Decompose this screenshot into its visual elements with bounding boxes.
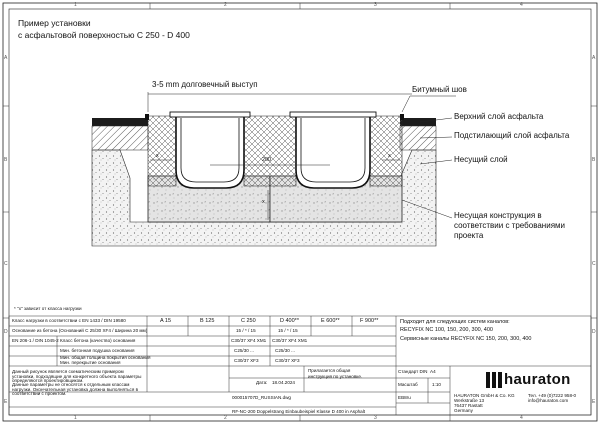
suitable-systems-2: Сервисные каналы RECYFIX NC 150, 200, 300, 400 [400,336,532,342]
standard-label: Стандарт DIN [398,369,428,374]
drawing-name: RF-NC-200 Doppelstrang Einbaubeispiel Klasse D 400 in Asphalt [232,409,366,414]
callout-bitumen-seam: Битумный шов [412,85,467,94]
bed-thickness-label: Мин. бетонная подушка основания [60,348,135,353]
callout-top-asphalt: Верхний слой асфальта [454,112,544,121]
contact-phone: Тел. +49 (0)7222 958-0 [528,393,577,398]
grid-row-a: A [4,55,8,61]
scale-label: Масштаб [398,382,418,387]
top-asphalt [92,118,148,126]
grid-row-b: B [4,157,8,163]
grid-col-2-bottom: 2 [224,415,227,421]
channel-left [176,116,244,188]
grid-row-a-right: A [592,55,596,61]
row2-d400: 15 / * / 15 [278,328,298,333]
grid-col-3: 3 [374,2,377,8]
grid-row-b-right: B [592,157,596,163]
base-asphalt [92,126,148,150]
grid-row-c: C [4,261,8,267]
cross-section [92,92,456,246]
grate-left [170,112,250,117]
callout-structure-1: Несущая конструкция в [454,211,542,220]
drawing-number: 000015707D_RUSSIAN.dwg [232,395,291,400]
callout-base-asphalt: Подстилающий слой асфальта [454,131,570,140]
address-3: 76437 Rastatt [454,403,483,408]
grate-right [290,112,376,117]
class-a15: A 15 [160,318,172,324]
contact-email: info@hauraton.com [528,398,569,403]
footnote: * "x" зависит от класса нагрузки [14,306,82,311]
unit-code: EB8ru [398,395,411,400]
row5-d400: C30/37 XF3 [275,358,300,363]
callout-structure-2: соответствии с требованиями [454,221,565,230]
class-e600: E 600** [321,318,340,324]
suitable-systems-1: RECYFIX NC 100, 150, 200, 300, 400 [400,327,493,333]
date-value: 18.04.2024 [272,380,295,385]
grid-row-e-right: E [592,399,596,405]
grid-row-c-right: C [592,261,596,267]
dim-x-bed: x [262,199,265,205]
brand-name: hauraton [504,371,571,388]
class-c250: C 250 [241,318,256,324]
std-label: EN 206-1 / DIN 1045-2 [12,338,59,343]
page-title-line1: Пример установки [18,18,91,28]
base-label: Основание из бетона (Оснований С 25/30 XF4 / Ширина 20 мм) [12,328,148,333]
row2-c250: 15 / * / 15 [236,328,256,333]
grid-row-d: D [4,329,8,335]
grid-col-3-bottom: 3 [374,415,377,421]
load-class-label: Класс нагрузки в соответствии с EN 1433 / DIN 19580 [12,318,126,323]
grid-row-d-right: D [592,329,596,335]
note-2: Данные параметры не относятся к отдельным классам нагрузки. Окончательная установка должна выполняться в соответствии с проектом. [12,382,139,397]
class-f900: F 900** [360,318,379,324]
row3-c250: C30/37 XF4 XM1 [231,338,267,343]
grid-row-e: E [4,399,8,405]
note-1: Данный рисунок является схематическим примером установки, подходящие для конкретного объекта параметры определяются проектировщиком. [12,369,142,384]
address-2: Werkstraße 13 [454,398,485,403]
callout-structure-3: проекта [454,231,484,240]
address-4: Germany [454,408,473,413]
grid-col-1: 1 [74,2,77,8]
grid-col-4-bottom: 4 [520,415,523,421]
class-b125: B 125 [200,318,215,324]
callout-bearing-layer: Несущий слой [454,155,508,164]
row4-d400: C25/30 ... [275,348,295,353]
notice-line2: инструкция по установке. [308,374,363,379]
dim-spacing: 200 [262,157,272,163]
address-1: HAURATON GmbH & Co. KG [454,393,515,398]
concrete-class-label: Класс бетона (качество) основания [60,338,136,343]
notice-line1: Прилагается общая [308,368,351,373]
overlap-label: Мин. перекрытие основания [60,360,121,365]
hauraton-logo [486,372,502,388]
grid-col-1-bottom: 1 [74,415,77,421]
channel-right [296,116,370,188]
scale-value: 1:10 [432,382,441,387]
grid-col-4: 4 [520,2,523,8]
paper-size: A4 [430,369,436,374]
grid-col-2: 2 [224,2,227,8]
suitable-header: Подходит для следующих систем каналов: [400,319,510,325]
row5-c250: C30/37 XF3 [234,358,259,363]
callout-protrusion: 3-5 mm долговечный выступ [152,80,258,89]
dim-x-right: x [388,153,391,159]
dim-x-left: x [156,153,159,159]
total-thickness-label: Мин. общая толщина покрытия основания [60,355,151,360]
row4-c250: C25/30 ... [234,348,254,353]
row3-d400: C30/37 XF4 XM1 [272,338,308,343]
class-d400: D 400** [280,318,299,324]
page-title-line2: с асфальтовой поверхностью С 250 - D 400 [18,30,190,40]
date-label: Дата: [256,380,268,385]
